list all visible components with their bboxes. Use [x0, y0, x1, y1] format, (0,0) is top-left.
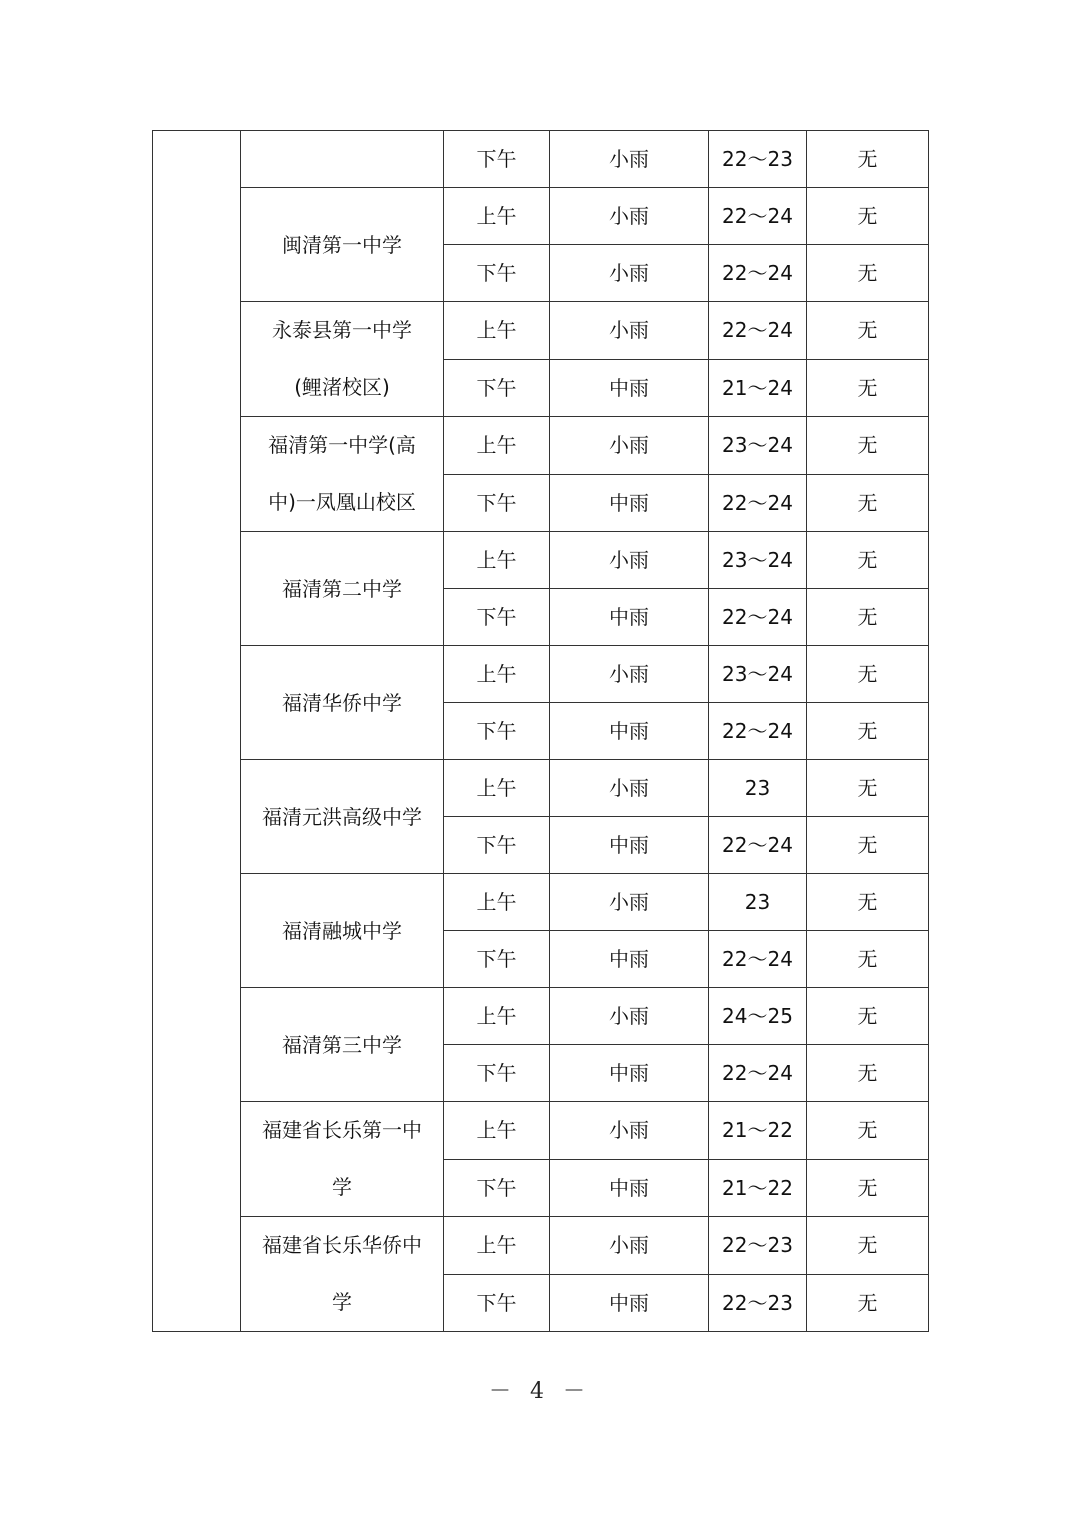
period-cell: 下午 [444, 703, 550, 760]
temperature-cell: 22～23 [709, 1274, 807, 1332]
weather-cell: 小雨 [550, 1102, 709, 1160]
period-cell: 上午 [444, 302, 550, 360]
weather-cell: 小雨 [550, 646, 709, 703]
temperature-cell: 22～23 [709, 1217, 807, 1275]
note-cell: 无 [807, 760, 929, 817]
period-cell: 上午 [444, 532, 550, 589]
period-cell: 下午 [444, 1274, 550, 1332]
weather-cell: 小雨 [550, 188, 709, 245]
weather-cell: 小雨 [550, 417, 709, 475]
note-cell: 无 [807, 131, 929, 188]
period-cell: 上午 [444, 874, 550, 931]
school-name-cell [241, 1102, 444, 1217]
note-cell: 无 [807, 302, 929, 360]
weather-cell: 小雨 [550, 760, 709, 817]
temperature-cell: 22～24 [709, 474, 807, 532]
temperature-cell: 22～24 [709, 703, 807, 760]
school-name-cell: 福清华侨中学 [241, 646, 444, 760]
period-cell: 下午 [444, 931, 550, 988]
table-body [153, 131, 929, 1332]
note-cell: 无 [807, 474, 929, 532]
note-cell: 无 [807, 532, 929, 589]
weather-cell: 小雨 [550, 131, 709, 188]
temperature-cell: 24～25 [709, 988, 807, 1045]
temperature-cell: 23 [709, 874, 807, 931]
school-name-line: 福建省长乐华侨中 [262, 1233, 422, 1257]
period-cell: 上午 [444, 1217, 550, 1275]
note-cell: 无 [807, 703, 929, 760]
school-name-cell [241, 1217, 444, 1332]
temperature-cell: 23 [709, 760, 807, 817]
school-name-cell [241, 302, 444, 417]
table-row [153, 131, 929, 188]
school-name-cell: 福清元洪高级中学 [241, 760, 444, 874]
school-name-line: 永泰县第一中学 [272, 318, 412, 342]
temperature-cell: 23～24 [709, 646, 807, 703]
note-cell: 无 [807, 646, 929, 703]
temperature-cell: 22～24 [709, 1045, 807, 1102]
temperature-cell: 22～24 [709, 589, 807, 646]
temperature-cell: 21～22 [709, 1159, 807, 1217]
period-cell: 下午 [444, 1045, 550, 1102]
weather-cell: 中雨 [550, 1045, 709, 1102]
table-row [153, 760, 929, 817]
note-cell: 无 [807, 589, 929, 646]
note-cell: 无 [807, 1102, 929, 1160]
temperature-cell: 22～24 [709, 245, 807, 302]
table-row [153, 417, 929, 475]
table-row [153, 532, 929, 589]
period-cell: 下午 [444, 589, 550, 646]
temperature-cell: 22～23 [709, 131, 807, 188]
table-row [153, 874, 929, 931]
note-cell: 无 [807, 188, 929, 245]
note-cell: 无 [807, 359, 929, 417]
school-name-cell [241, 417, 444, 532]
period-cell: 上午 [444, 760, 550, 817]
weather-cell: 小雨 [550, 245, 709, 302]
table-row [153, 988, 929, 1045]
temperature-cell: 23～24 [709, 417, 807, 475]
weather-cell: 小雨 [550, 988, 709, 1045]
note-cell: 无 [807, 874, 929, 931]
school-name-line: 学 [332, 1175, 352, 1199]
school-name-cell: 福清第二中学 [241, 532, 444, 646]
period-cell: 下午 [444, 359, 550, 417]
school-name-line: 中)一凤凰山校区 [268, 490, 416, 514]
weather-cell: 中雨 [550, 1274, 709, 1332]
period-cell: 下午 [444, 131, 550, 188]
note-cell: 无 [807, 817, 929, 874]
weather-cell: 中雨 [550, 703, 709, 760]
table-row [153, 646, 929, 703]
table-row [153, 302, 929, 360]
school-name-line: 福清第一中学(高 [268, 433, 416, 457]
weather-cell: 小雨 [550, 302, 709, 360]
weather-cell: 小雨 [550, 1217, 709, 1275]
temperature-cell: 22～24 [709, 188, 807, 245]
table-row [153, 188, 929, 245]
weather-cell: 中雨 [550, 474, 709, 532]
temperature-cell: 22～24 [709, 302, 807, 360]
temperature-cell: 22～24 [709, 931, 807, 988]
page-number: － 4 － [489, 1379, 591, 1404]
period-cell: 下午 [444, 1159, 550, 1217]
weather-cell: 中雨 [550, 1159, 709, 1217]
period-cell: 上午 [444, 988, 550, 1045]
note-cell: 无 [807, 988, 929, 1045]
period-cell: 上午 [444, 188, 550, 245]
period-cell: 上午 [444, 646, 550, 703]
period-cell: 上午 [444, 417, 550, 475]
table-row [153, 1102, 929, 1160]
period-cell: 下午 [444, 245, 550, 302]
temperature-cell: 21～24 [709, 359, 807, 417]
school-name-line: 福建省长乐第一中 [262, 1118, 422, 1142]
note-cell: 无 [807, 245, 929, 302]
note-cell: 无 [807, 1045, 929, 1102]
region-cell [153, 131, 241, 1332]
weather-cell: 小雨 [550, 532, 709, 589]
temperature-cell: 22～24 [709, 817, 807, 874]
period-cell: 下午 [444, 474, 550, 532]
temperature-cell: 23～24 [709, 532, 807, 589]
note-cell: 无 [807, 931, 929, 988]
weather-cell: 中雨 [550, 931, 709, 988]
school-name-cell [241, 131, 444, 188]
table-row [153, 1217, 929, 1275]
weather-cell: 中雨 [550, 589, 709, 646]
school-name-cell: 闽清第一中学 [241, 188, 444, 302]
weather-cell: 中雨 [550, 359, 709, 417]
note-cell: 无 [807, 1217, 929, 1275]
school-name-line: (鲤渚校区) [294, 375, 390, 399]
weather-cell: 小雨 [550, 874, 709, 931]
weather-cell: 中雨 [550, 817, 709, 874]
school-name-cell: 福清第三中学 [241, 988, 444, 1102]
school-name-line: 学 [332, 1290, 352, 1314]
note-cell: 无 [807, 1159, 929, 1217]
period-cell: 上午 [444, 1102, 550, 1160]
temperature-cell: 21～22 [709, 1102, 807, 1160]
note-cell: 无 [807, 1274, 929, 1332]
period-cell: 下午 [444, 817, 550, 874]
note-cell: 无 [807, 417, 929, 475]
weather-schedule-table [152, 130, 929, 1332]
school-name-cell: 福清融城中学 [241, 874, 444, 988]
